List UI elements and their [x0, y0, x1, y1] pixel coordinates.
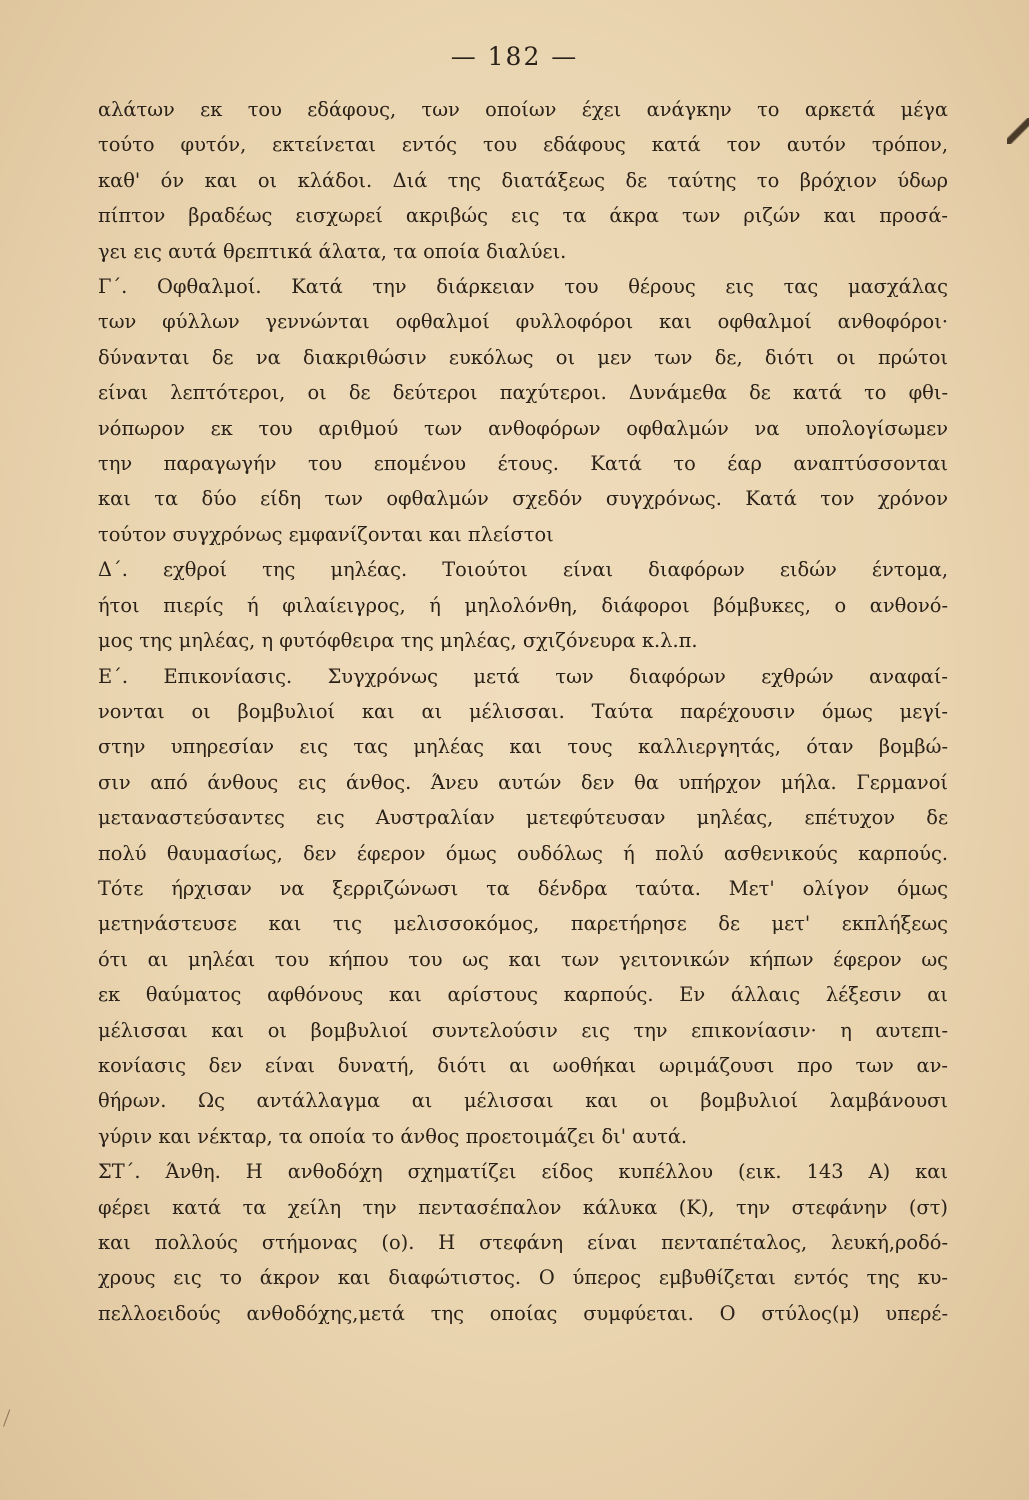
text-line: εκ θαύματος αφθόνους και αρίστους καρπούς. Εν άλλαις λέξεσιν αι [98, 983, 948, 1007]
text-line: γει εις αυτά θρεπτικά άλατα, τα οποία διαλύει. [98, 239, 567, 263]
text-line: τούτον συγχρόνως εμφανίζονται και πλείστοι [98, 522, 554, 546]
text-line: πολύ θαυμασίως, δεν έφερον όμως ουδόλως ή πολύ ασθενικούς καρπούς. [98, 841, 948, 865]
body-text [98, 92, 948, 1331]
text-line: γύριν και νέκταρ, τα οποία το άνθος προετοιμάζει δι' αυτά. [98, 1124, 688, 1148]
text-line: Δ΄. εχθροί της μηλέας. Τοιούτοι είναι διαφόρων ειδών έντομα, [98, 558, 948, 582]
text-line: την παραγωγήν του επομένου έτους. Κατά το έαρ αναπτύσσονται [98, 452, 948, 476]
text-line: και τα δύο είδη των οφθαλμών σχεδόν συγχρόνως. Κατά τον χρόνον [98, 487, 948, 511]
text-line: δύνανται δε να διακριθώσιν ευκόλως οι μεν των δε, διότι οι πρώτοι [98, 345, 948, 369]
text-line: μέλισσαι και οι βομβυλιοί συντελούσιν εις την επικονίασιν· η αυτεπι- [98, 1018, 948, 1042]
text-line: πίπτον βραδέως εισχωρεί ακριβώς εις τα άκρα των ριζών και προσά- [98, 204, 948, 228]
text-line: Τότε ήρχισαν να ξερριζώνωσι τα δένδρα ταύτα. Μετ' ολίγον όμως [98, 876, 948, 900]
text-line: μετηνάστευσε και τις μελισσοκόμος, παρετήρησε δε μετ' εκπλήξεως [98, 912, 948, 936]
text-line: στην υπηρεσίαν εις τας μηλέας και τους καλλιεργητάς, όταν βομβώ- [98, 735, 948, 759]
text-line: μος της μηλέας, η φυτόφθειρα της μηλέας, σχιζόνευρα κ.λ.π. [98, 629, 698, 653]
text-line: χρους εις το άκρον και διαφώτιστος. Ο ύπερος εμβυθίζεται εντός της κυ- [98, 1266, 948, 1290]
text-line: και πολλούς στήμονας (ο). Η στεφάνη είναι πενταπέταλος, λευκή,ροδό- [98, 1231, 948, 1254]
text-line: πελλοειδούς ανθοδόχης,μετά της οποίας συμφύεται. Ο στύλος(μ) υπερέ- [98, 1301, 948, 1325]
text-line: κονίασις δεν είναι δυνατή, διότι αι ωοθήκαι ωριμάζουσι προ των αν- [98, 1053, 948, 1077]
text-line: θήρων. Ως αντάλλαγμα αι μέλισσαι και οι βομβυλιοί λαμβάνουσι [98, 1089, 948, 1113]
text-line: καθ' όν και οι κλάδοι. Διά της διατάξεως δε ταύτης το βρόχιον ύδωρ [98, 168, 948, 192]
text-line: σιν από άνθους εις άνθος. Άνευ αυτών δεν θα υπήρχον μήλα. Γερμανοί [98, 770, 948, 794]
text-line: μεταναστεύσαντες εις Αυστραλίαν μετεφύτευσαν μηλέας, επέτυχον δε [98, 806, 948, 830]
margin-mark [3, 1409, 16, 1428]
corner-mark [1007, 118, 1029, 144]
text-line: είναι λεπτότεροι, οι δε δεύτεροι παχύτεροι. Δυνάμεθα δε κατά το φθι- [98, 381, 948, 405]
text-line: ότι αι μηλέαι του κήπου του ως και των γειτονικών κήπων έφερον ως [98, 947, 948, 971]
text-line: ΣΤ΄. Άνθη. Η ανθοδόχη σχηματίζει είδος κυπέλλου (εικ. 143 Α) και [98, 1160, 948, 1184]
text-line: Ε΄. Επικονίασις. Συγχρόνως μετά των διαφόρων εχθρών αναφαί- [98, 664, 948, 688]
text-line: φέρει κατά τα χείλη την πεντασέπαλον κάλυκα (Κ), την στεφάνην (στ) [98, 1195, 948, 1219]
text-line: ήτοι πιερίς ή φιλαίειγρος, ή μηλολόνθη, διάφοροι βόμβυκες, ο ανθονό- [98, 593, 948, 617]
page-number: — 182 — [450, 42, 579, 71]
text-line: νόπωρον εκ του αριθμού των ανθοφόρων οφθαλμών να υπολογίσωμεν [98, 416, 948, 440]
text-line: τούτο φυτόν, εκτείνεται εντός του εδάφους κατά τον αυτόν τρόπον, [98, 133, 948, 157]
text-line: Γ΄. Οφθαλμοί. Κατά την διάρκειαν του θέρους εις τας μασχάλας [98, 275, 948, 299]
text-line: νονται οι βομβυλιοί και αι μέλισσαι. Ταύτα παρέχουσιν όμως μεγί- [98, 699, 948, 723]
text-line: αλάτων εκ του εδάφους, των οποίων έχει ανάγκην το αρκετά μέγα [98, 98, 948, 121]
text-line: των φύλλων γεννώνται οφθαλμοί φυλλοφόροι και οφθαλμοί ανθοφόροι· [98, 310, 948, 334]
